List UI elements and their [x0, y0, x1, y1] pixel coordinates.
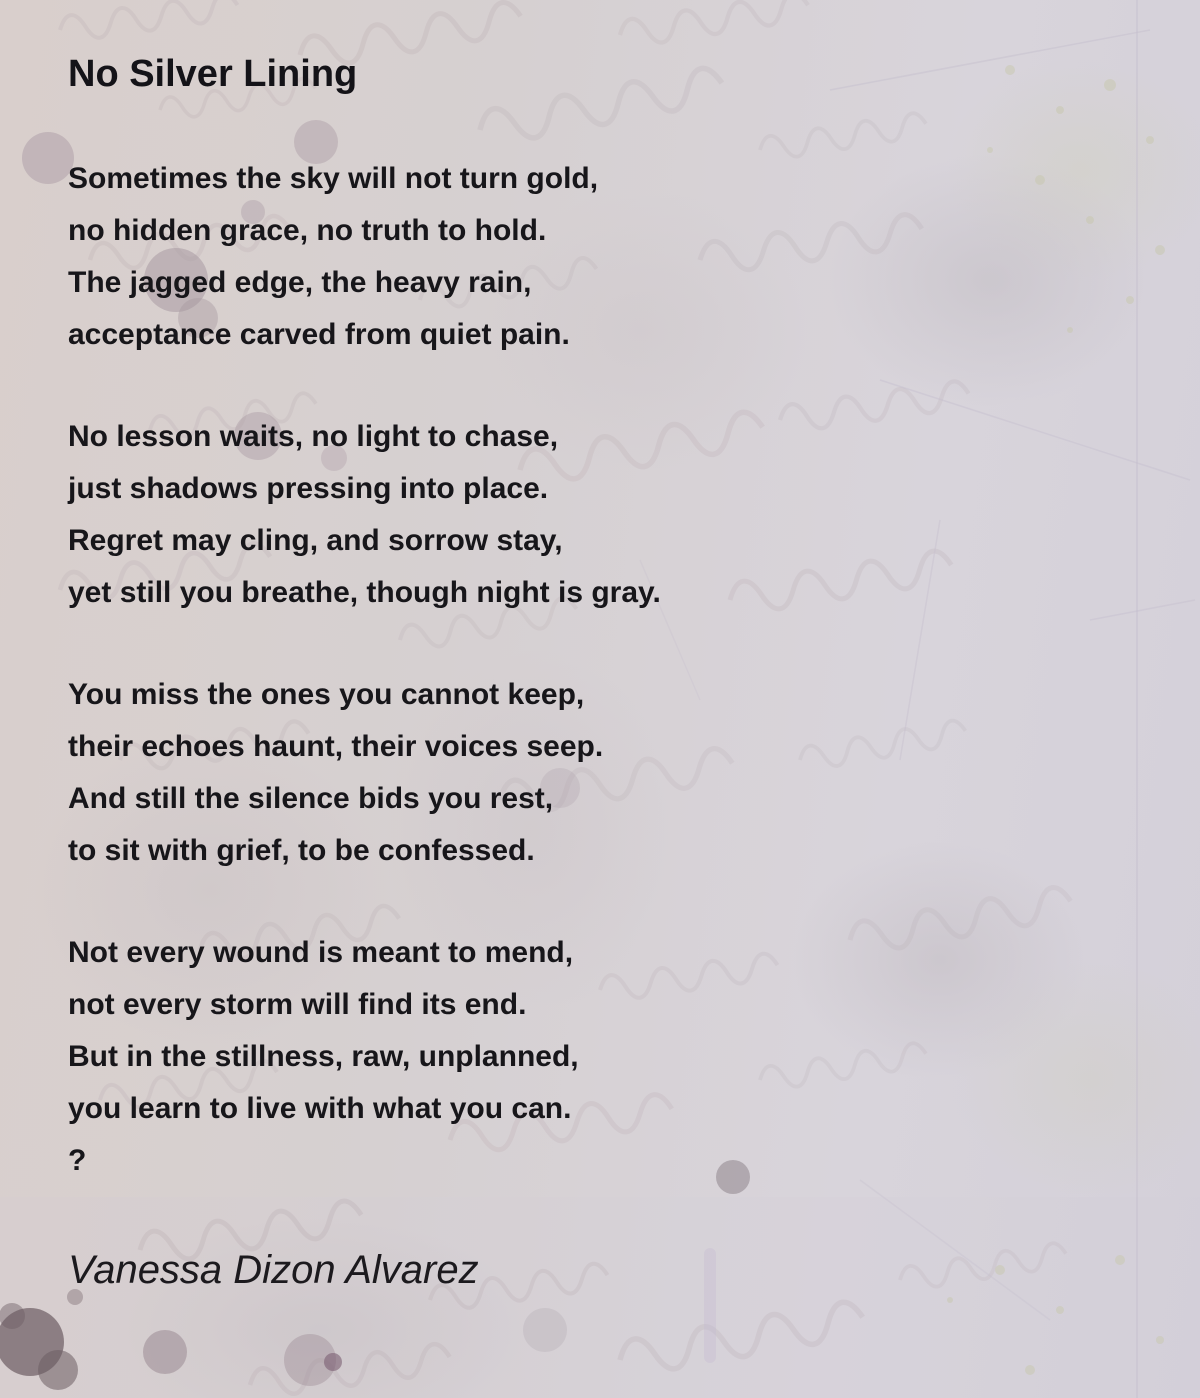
poem-line: just shadows pressing into place. [68, 472, 549, 505]
stanza-1 [68, 153, 1148, 361]
poem-content [68, 0, 1148, 1298]
poem-line: But in the stillness, raw, unplanned, [68, 1040, 579, 1073]
poem-title: No Silver Lining [68, 53, 358, 95]
poem-line: you learn to live with what you can. [68, 1092, 572, 1125]
poem-line: yet still you breathe, though night is gray. [68, 576, 661, 609]
poem-line: And still the silence bids you rest, [68, 782, 554, 815]
poem-body [68, 153, 1148, 1187]
poem-line: The jagged edge, the heavy rain, [68, 266, 532, 299]
poem-author: Vanessa Dizon Alvarez [68, 1248, 479, 1292]
poem-line: to sit with grief, to be confessed. [68, 834, 535, 867]
stanza-2 [68, 411, 1148, 619]
poem-line: Not every wound is meant to mend, [68, 936, 574, 969]
poem-line: their echoes haunt, their voices seep. [68, 730, 604, 763]
poem-line: You miss the ones you cannot keep, [68, 678, 585, 711]
stanza-3 [68, 669, 1148, 877]
poem-line: no hidden grace, no truth to hold. [68, 214, 547, 247]
poem-line: Sometimes the sky will not turn gold, [68, 162, 599, 195]
poem-line: not every storm will find its end. [68, 988, 527, 1021]
poem-line: acceptance carved from quiet pain. [68, 318, 570, 351]
poem-line: Regret may cling, and sorrow stay, [68, 524, 563, 557]
poem-line-question-mark: ? [68, 1144, 87, 1177]
stanza-4 [68, 927, 1148, 1187]
poem-line: No lesson waits, no light to chase, [68, 420, 559, 453]
